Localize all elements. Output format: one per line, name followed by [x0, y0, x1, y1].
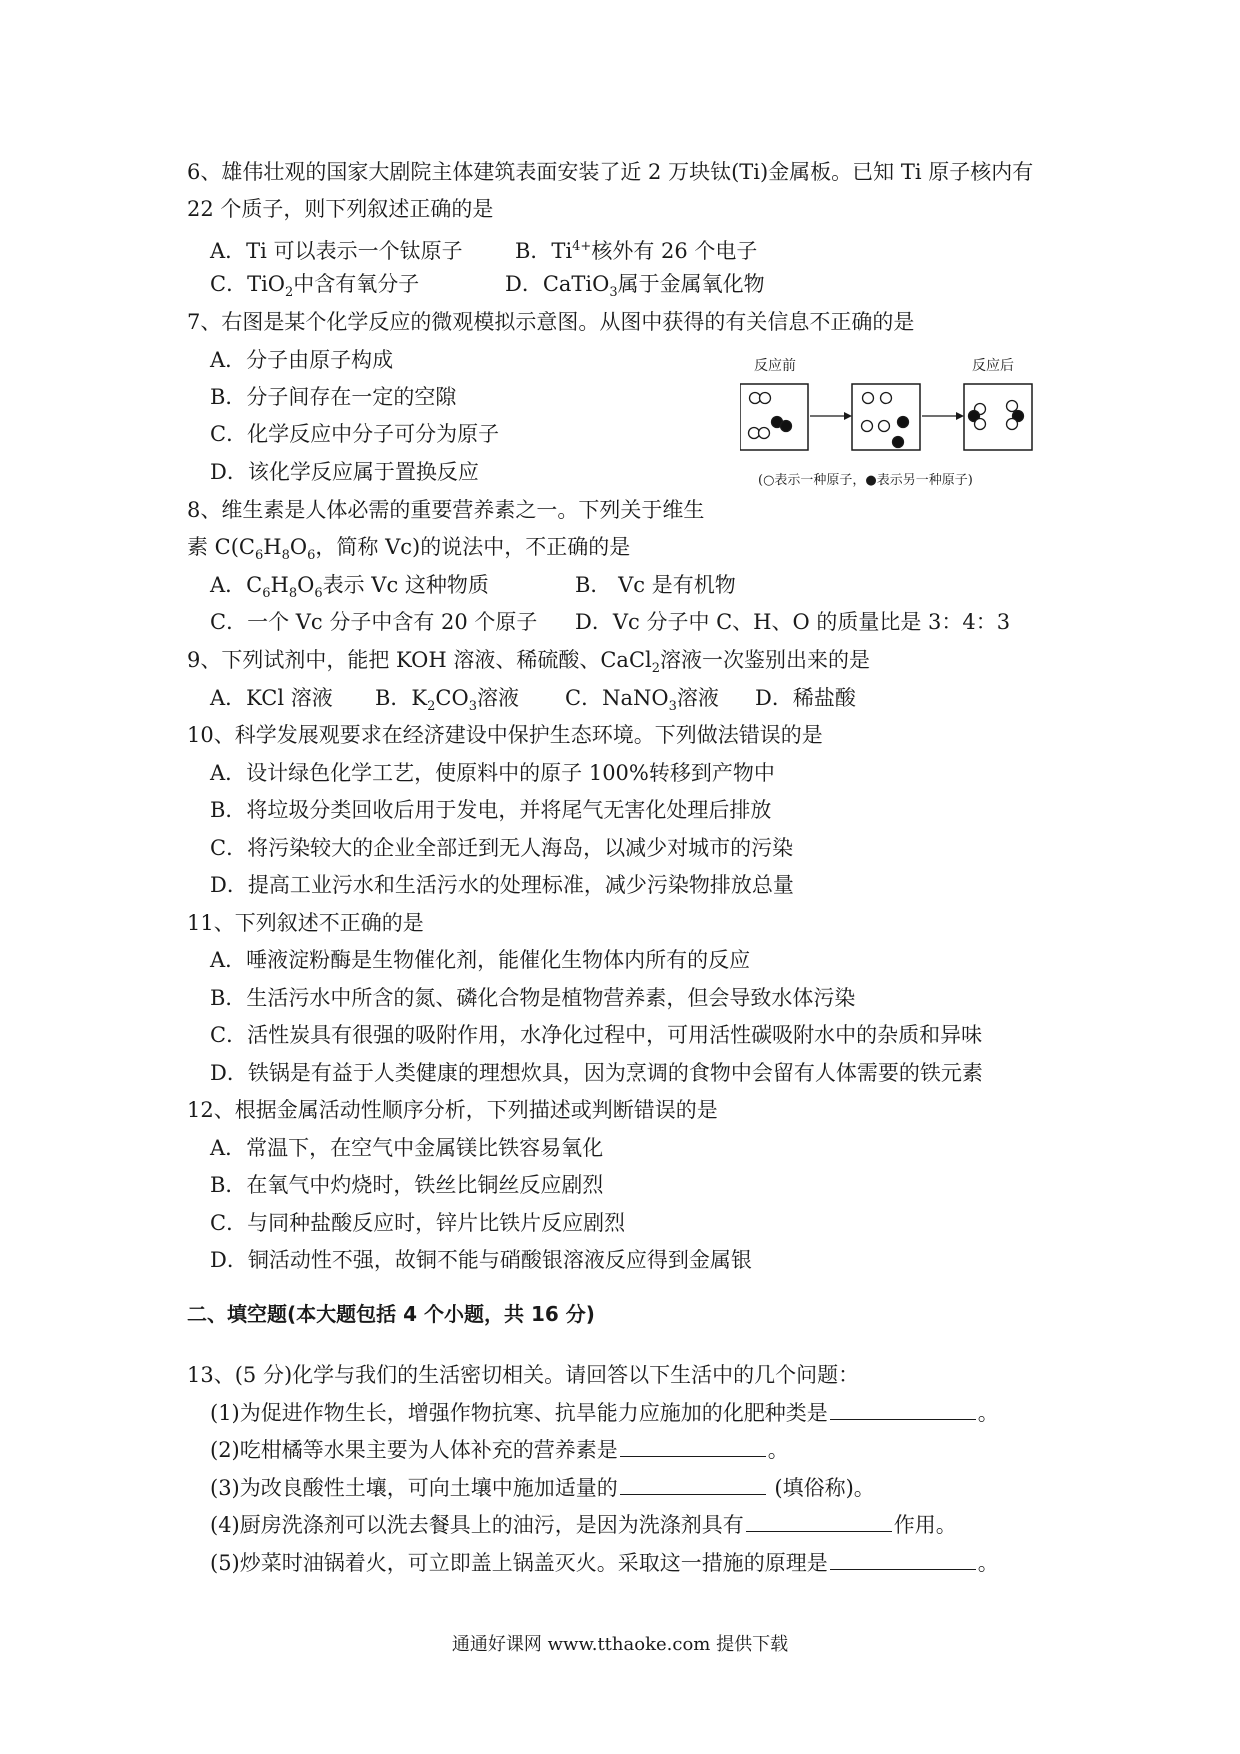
arrow-1-head: [844, 412, 852, 420]
q8-option-d: D．Vc 分子中 C、H、O 的质量比是 3：4：3: [575, 610, 1011, 634]
q12-option-a: A．常温下，在空气中金属镁比铁容易氧化: [210, 1136, 604, 1160]
q6-option-d: D．CaTiO$_3$属于金属氧化物: [505, 272, 765, 301]
reaction-diagram: [740, 356, 1060, 496]
q11-option-d: D．铁锅是有益于人类健康的理想炊具，因为烹调的食物中会留有人体需要的铁元素: [210, 1061, 983, 1085]
q6-option-a: A．Ti 可以表示一个钛原子: [210, 239, 463, 263]
q8-options-row2: [210, 608, 1010, 636]
molecules-after: [969, 401, 1024, 430]
q8-stem-line2: 素 $C(C_6H_8O_6$，简称 Vc)的说法中，不正确的是: [187, 535, 631, 564]
q7-option-c: C．化学反应中分子可分为原子: [210, 422, 500, 446]
q10-option-a: A．设计绿色化学工艺，使原料中的原子 100%转移到产物中: [210, 761, 775, 785]
q13-stem: 13、(5 分)化学与我们的生活密切相关。请回答以下生活中的几个问题：: [187, 1363, 860, 1387]
q8-stem-line1: 8、维生素是人体必需的重要营养素之一。下列关于维生: [187, 498, 705, 522]
label-after-reaction: 反应后: [972, 358, 1014, 374]
q11-option-a: A．唾液淀粉酶是生物催化剂，能催化生物体内所有的反应: [210, 948, 751, 972]
q6-option-c: C．TiO$_2$中含有氧分子: [210, 272, 420, 301]
q13-blank-2[interactable]: [620, 1436, 766, 1457]
q6-stem-line2: 22 个质子，则下列叙述正确的是: [187, 197, 494, 221]
q7-option-b: B．分子间存在一定的空隙: [210, 385, 457, 409]
q13-part1: (1)为促进作物生长，增强作物抗寒、抗旱能力应施加的化肥种类是 。: [210, 1401, 999, 1425]
q13-part5: (5)炒菜时油锅着火，可立即盖上锅盖灭火。采取这一措施的原理是 。: [210, 1551, 999, 1575]
q13-part2: (2)吃柑橘等水果主要为人体补充的营养素是 。: [210, 1438, 789, 1462]
q11-stem: 11、下列叙述不正确的是: [187, 911, 424, 935]
q9-options: [210, 684, 856, 721]
q7-stem: 7、右图是某个化学反应的微观模拟示意图。从图中获得的有关信息不正确的是: [187, 310, 915, 334]
q6-option-b: B．$Ti^{4+}$核外有 26 个电子: [515, 239, 758, 263]
q12-option-c: C．与同种盐酸反应时，锌片比铁片反应剧烈: [210, 1211, 626, 1235]
q7-option-d: D．该化学反应属于置换反应: [210, 460, 479, 484]
arrow-2-head: [956, 412, 964, 420]
q12-option-b: B．在氧气中灼烧时，铁丝比铜丝反应剧烈: [210, 1173, 604, 1197]
q13-blank-4[interactable]: [746, 1511, 892, 1532]
atoms-middle: [862, 393, 909, 448]
section-heading: 二、填空题(本大题包括 4 个小题，共 16 分): [187, 1302, 595, 1326]
q8-options-row1: [210, 571, 736, 608]
q13-blank-5[interactable]: [830, 1549, 976, 1570]
q9-option-c: C．NaNO$_3$溶液: [565, 686, 719, 715]
q13-blank-1[interactable]: [830, 1399, 976, 1420]
q12-stem: 12、根据金属活动性顺序分析，下列描述或判断错误的是: [187, 1098, 718, 1122]
q6-options-row1: [210, 233, 757, 265]
q11-option-c: C．活性炭具有很强的吸附作用，水净化过程中，可用活性碳吸附水中的杂质和异味: [210, 1023, 983, 1047]
label-before-reaction: 反应前: [754, 358, 796, 374]
q10-option-c: C．将污染较大的企业全部迁到无人海岛，以减少对城市的污染: [210, 836, 794, 860]
q7-option-a: A．分子由原子构成: [210, 348, 394, 372]
molecules-before: [749, 393, 792, 439]
q10-option-d: D．提高工业污水和生活污水的处理标准，减少污染物排放总量: [210, 873, 794, 897]
q9-stem: 9、下列试剂中，能把 KOH 溶液、稀硫酸、CaCl$_2$溶液一次鉴别出来的是: [187, 648, 871, 677]
q10-stem: 10、科学发展观要求在经济建设中保护生态环境。下列做法错误的是: [187, 723, 823, 747]
q9-option-d: D．稀盐酸: [755, 686, 856, 710]
q6-stem-line1: 6、雄伟壮观的国家大剧院主体建筑表面安装了近 2 万块钛(Ti)金属板。已知 Ti 原子核内有: [187, 160, 1034, 184]
q9-option-b: B．$K_2CO_3$溶液: [375, 686, 519, 715]
q11-option-b: B．生活污水中所含的氮、磷化合物是植物营养素，但会导致水体污染: [210, 986, 856, 1010]
q8-option-a: A．$C_6H_8O_6$表示 Vc 这种物质: [210, 573, 489, 602]
q10-option-b: B．将垃圾分类回收后用于发电，并将尾气无害化处理后排放: [210, 798, 772, 822]
page-footer: 通通好课网 www.tthaoke.com 提供下载: [451, 1634, 789, 1655]
q6-options-row2: [210, 270, 765, 307]
q12-option-d: D．铜活动性不强，故铜不能与硝酸银溶液反应得到金属银: [210, 1248, 752, 1272]
q13-part4: (4)厨房洗涤剂可以洗去餐具上的油污，是因为洗涤剂具有 作用。: [210, 1513, 957, 1537]
q13-part3: (3)为改良酸性土壤，可向土壤中施加适量的 (填俗称)。: [210, 1476, 875, 1500]
q13-blank-3[interactable]: [620, 1474, 766, 1495]
q9-option-a: A．KCl 溶液: [210, 686, 333, 710]
q8-option-c: C．一个 Vc 分子中含有 20 个原子: [210, 610, 538, 634]
diagram-legend: (○表示一种原子，●表示另一种原子): [758, 473, 973, 488]
q8-option-b: B． Vc 是有机物: [575, 573, 736, 597]
